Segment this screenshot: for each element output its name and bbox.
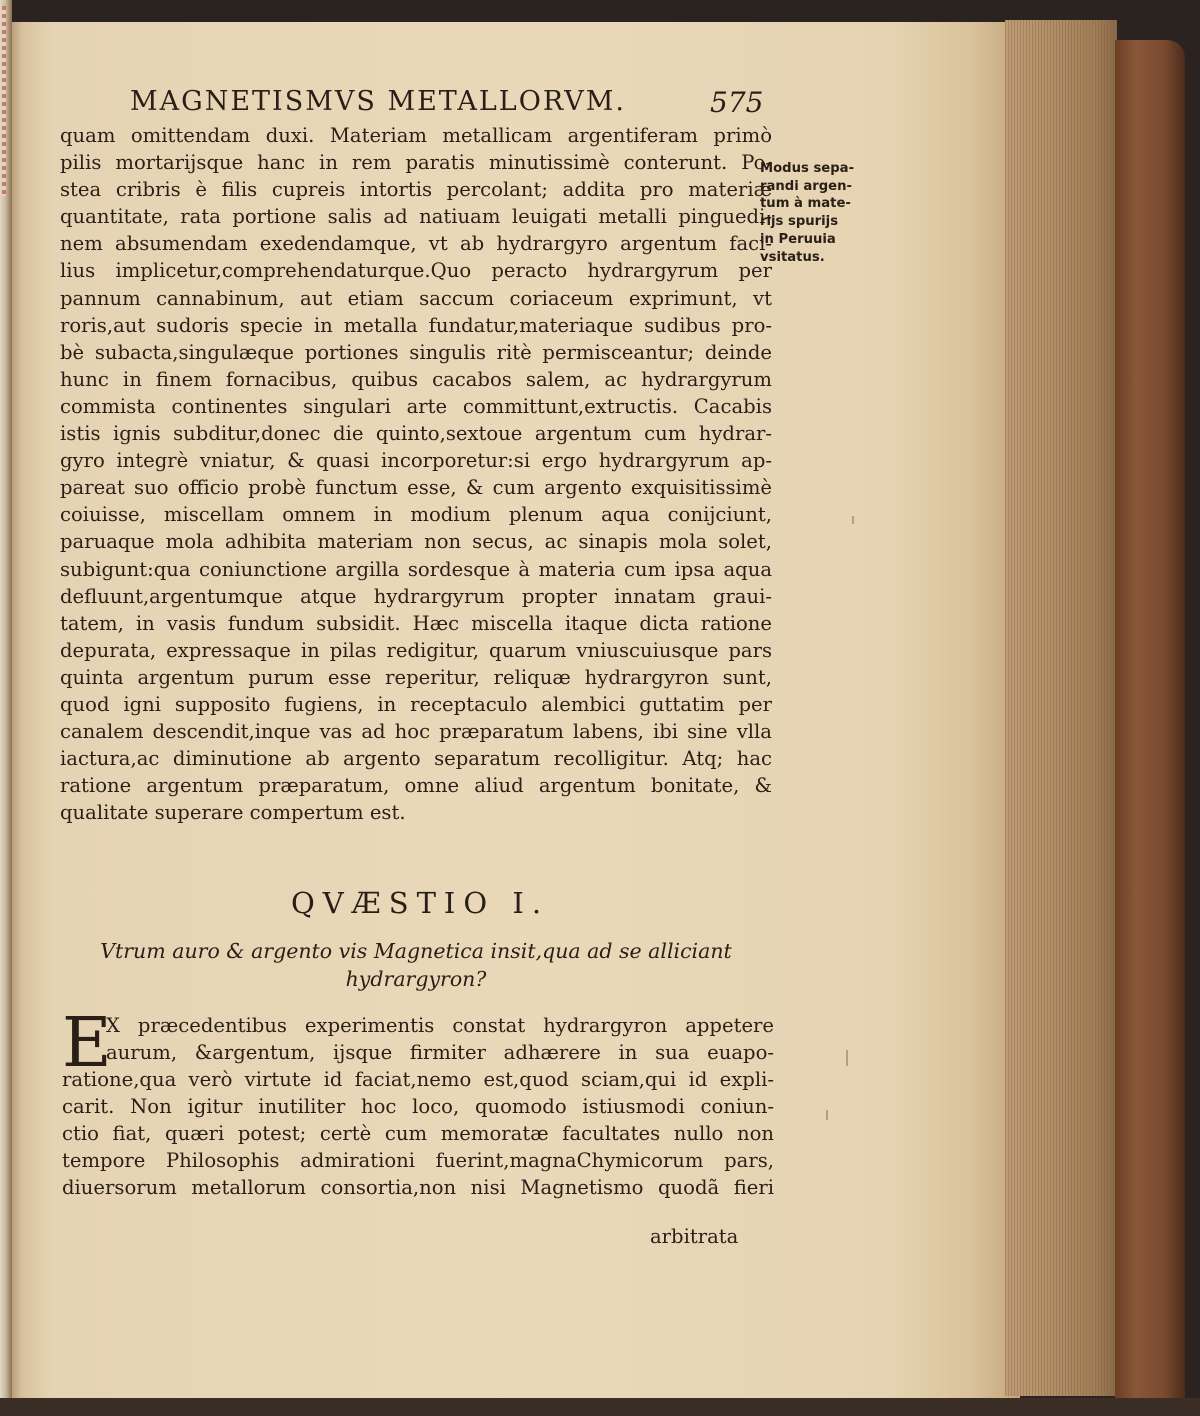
question-text [60,937,772,993]
binding-gutter [0,0,12,1416]
text-line: ratione argentum præparatum, omne aliud argentum bonitate, & [60,774,772,798]
book-cover [1115,40,1185,1416]
catchword: arbitrata [650,1225,739,1248]
text-line: roris,aut sudoris specie in metalla fundatur,materiaque sudibus pro- [60,313,772,337]
text-line: hunc in finem fornacibus, quibus cacabos salem, ac hydrargyrum [60,367,772,391]
main-paragraph [60,122,772,826]
text-line: depurata, expressaque in pilas redigitur, quarum vniuscuiusque pars [60,638,772,662]
question-heading: QVÆSTIO I. [290,886,550,920]
ink-speck [826,1110,828,1120]
text-line: X præcedentibus experimentis constat hydrargyron appetere [106,1014,774,1037]
text-line: iactura,ac diminutione ab argento separatum recolligitur. Atq; hac [60,747,772,771]
text-line: aurum, &argentum, ijsque firmiter adhærere in sua euapo- [106,1041,774,1064]
text-line: tempore Philosophis admirationi fuerint,magnaChymicorum pars, [62,1149,774,1172]
text-line: pilis mortarijsque hanc in rem paratis minutissimè conterunt. Po- [60,151,772,175]
marginal-note-line: rijs spurijs [760,214,839,230]
text-line: istis ignis subditur,donec die quinto,sextoue argentum cum hydrar- [60,422,772,446]
marginal-note [760,160,868,266]
text-line: pannum cannabinum, aut etiam saccum coriaceum exprimunt, vt [60,286,772,310]
text-line: canalem descendit,inque vas ad hoc præparatum labens, ibi sine vlla [60,720,772,744]
question-line: hydrargyron? [345,967,487,991]
text-line: quinta argentum purum esse reperitur, reliquæ hydrargyron sunt, [60,665,772,689]
text-line: bè subacta,singulæque portiones singulis ritè permisceantur; deinde [60,340,772,364]
text-line: nem absumendam exedendamque, vt ab hydrargyro argentum faci- [60,232,772,256]
text-line: ratione,qua verò virtute id faciat,nemo est,quod sciam,qui id expli- [62,1068,774,1091]
ink-speck [846,1050,848,1066]
text-line: tatem, in vasis fundum subsidit. Hæc miscella itaque dicta ratione [60,611,772,635]
text-line: pareat suo officio probè functum esse, & cum argento exquisitissimè [60,476,772,500]
text-line: gyro integrè vniatur, & quasi incorporetur:si ergo hydrargyrum ap- [60,449,772,473]
question-line: Vtrum auro & argento vis Magnetica insit,qua ad se alliciant [100,939,732,963]
page-number: 575 [710,86,764,119]
text-line: qualitate superare compertum est. [60,801,406,825]
marginal-note-line: tum à mate- [760,196,851,212]
page-edges [1005,20,1117,1396]
bottom-shadow [0,1398,1200,1416]
text-line: defluunt,argentumque atque hydrargyrum propter innatam graui- [60,584,772,608]
answer-paragraph [62,1004,774,1201]
text-line: quam omittendam duxi. Materiam metallicam argentiferam primò [60,124,772,147]
text-line: quantitate, rata portione salis ad natiuam leuigati metalli pinguedi- [60,205,772,229]
text-line: commista continentes singulari arte committunt,extructis. Cacabis [60,394,772,418]
text-line: paruaque mola adhibita materiam non secus, ac sinapis mola solet, [60,530,772,554]
text-line: quod igni supposito fugiens, in receptaculo alembici guttatim per [60,692,772,716]
text-line: coiuisse, miscellam omnem in modium plenum aqua conijciunt, [60,503,772,527]
text-line: stea cribris è filis cupreis intortis percolant; addita pro materiæ [60,178,772,202]
marginal-note-line: randi argen- [760,178,852,194]
drop-cap: E [62,1004,112,1083]
marginal-note-line: vsitatus. [760,249,825,265]
text-line: carit. Non igitur inutiliter hoc loco, quomodo istiusmodi coniun- [62,1095,774,1118]
text-line: lius implicetur,comprehendaturque.Quo peracto hydrargyrum per [60,259,772,283]
marginal-note-line: Modus sepa- [760,161,855,176]
text-line: ctio fiat, quæri potest; certè cum memoratæ facultates nullo non [62,1122,774,1145]
ink-speck [852,516,854,524]
text-line: diuersorum metallorum consortia,non nisi Magnetismo quodã fieri [62,1176,774,1199]
running-head: MAGNETISMVS METALLORVM. [130,86,626,117]
marginal-note-line: in Peruuia [760,231,836,247]
text-line: subigunt:qua coniunctione argilla sordesque à materia cum ipsa aqua [60,557,772,581]
